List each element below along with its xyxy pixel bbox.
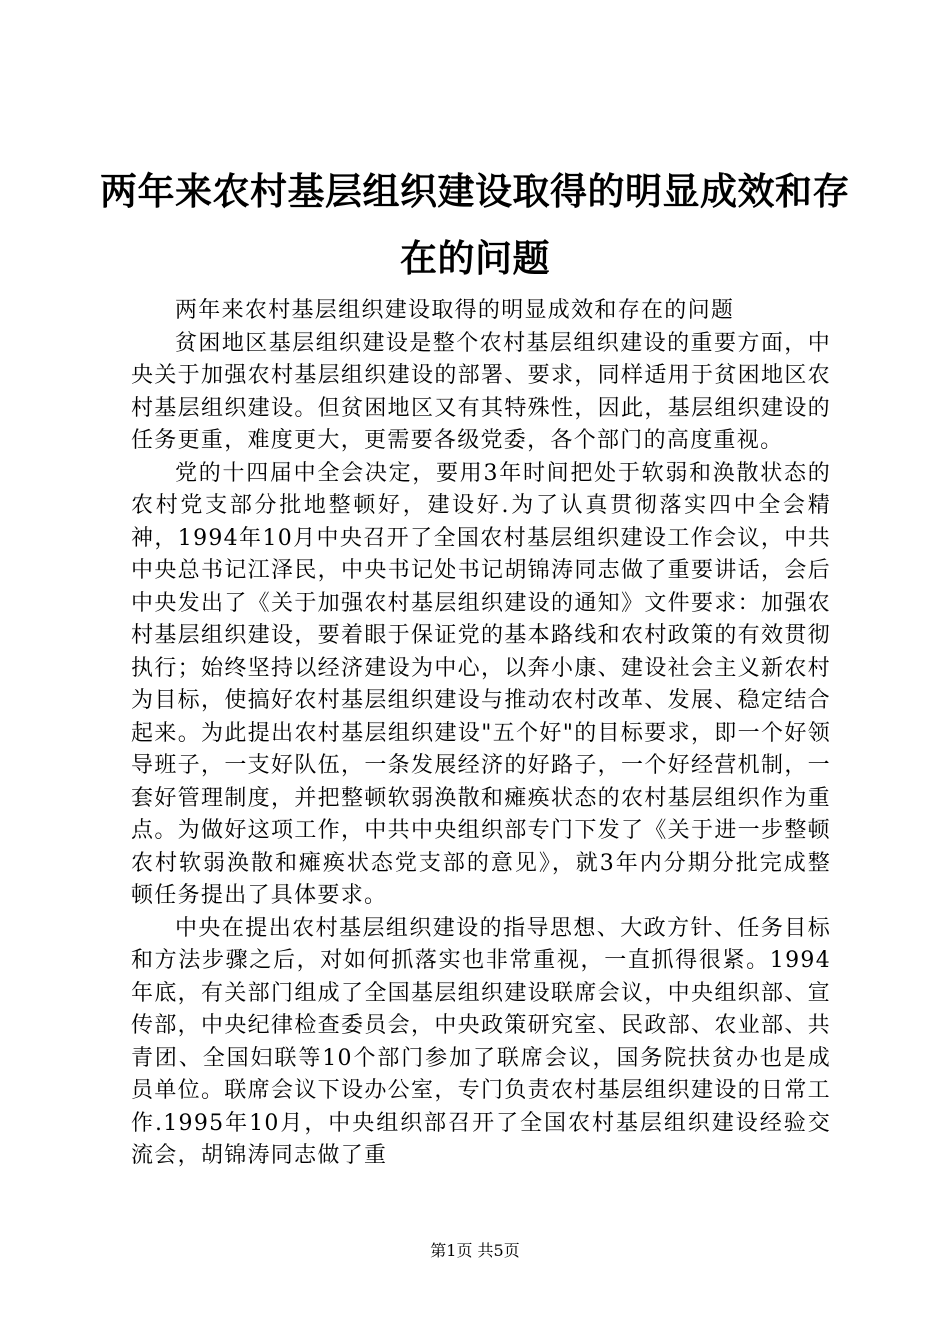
document-title: 两年来农村基层组织建设取得的明显成效和存在的问题 — [100, 170, 850, 280]
page-number-footer: 第1页 共5页 — [430, 1241, 520, 1260]
paragraph-3: 中央在提出农村基层组织建设的指导思想、大政方针、任务目标和方法步骤之后，对如何抓落实也非常重视，一直抓得很紧。1994年底，有关部门组成了全国基层组织建设联席会议，中央组织部、宣传部，中央纪律检查委员会，中央政策研究室、民政部、农业部、共青团、全国妇联等10个部门参加了联席会议，国务院扶贫办也是成员单位。联席会议下设办公室，专门负责农村基层组织建设的日常工作.1995年10月，中央组织部召开了全国农村基层组织建设经验交流会，胡锦涛同志做了重 — [131, 915, 831, 1168]
document-body — [131, 295, 831, 1173]
paragraph-1: 贫困地区基层组织建设是整个农村基层组织建设的重要方面，中央关于加强农村基层组织建设的部署、要求，同样适用于贫困地区农村基层组织建设。但贫困地区又有其特殊性，因此，基层组织建设的任务更重，难度更大，更需要各级党委，各个部门的高度重视。 — [131, 330, 831, 453]
paragraph-heading-repeat: 两年来农村基层组织建设取得的明显成效和存在的问题 — [175, 298, 735, 323]
paragraph-2: 党的十四届中全会决定，要用3年时间把处于软弱和涣散状态的农村党支部分批地整顿好，建设好.为了认真贯彻落实四中全会精神，1994年10月中央召开了全国农村基层组织建设工作会议，中共中央总书记江泽民，中央书记处书记胡锦涛同志做了重要讲话，会后中央发出了《关于加强农村基层组织建设的通知》文件要求：加强农村基层组织建设，要着眼于保证党的基本路线和农村政策的有效贯彻执行；始终坚持以经济建设为中心，以奔小康、建设社会主义新农村为目标，使搞好农村基层组织建设与推动农村改革、发展、稳定结合起来。为此提出农村基层组织建设"五个好"的目标要求，即一个好领导班子，一支好队伍，一条发展经济的好路子，一个好经营机制，一套好管理制度，并把整顿软弱涣散和瘫痪状态的农村基层组织作为重点。为做好这项工作，中共中央组织部专门下发了《关于进一步整顿农村软弱涣散和瘫痪状态党支部的意见》，就3年内分期分批完成整顿任务提出了具体要求。 — [131, 460, 831, 908]
